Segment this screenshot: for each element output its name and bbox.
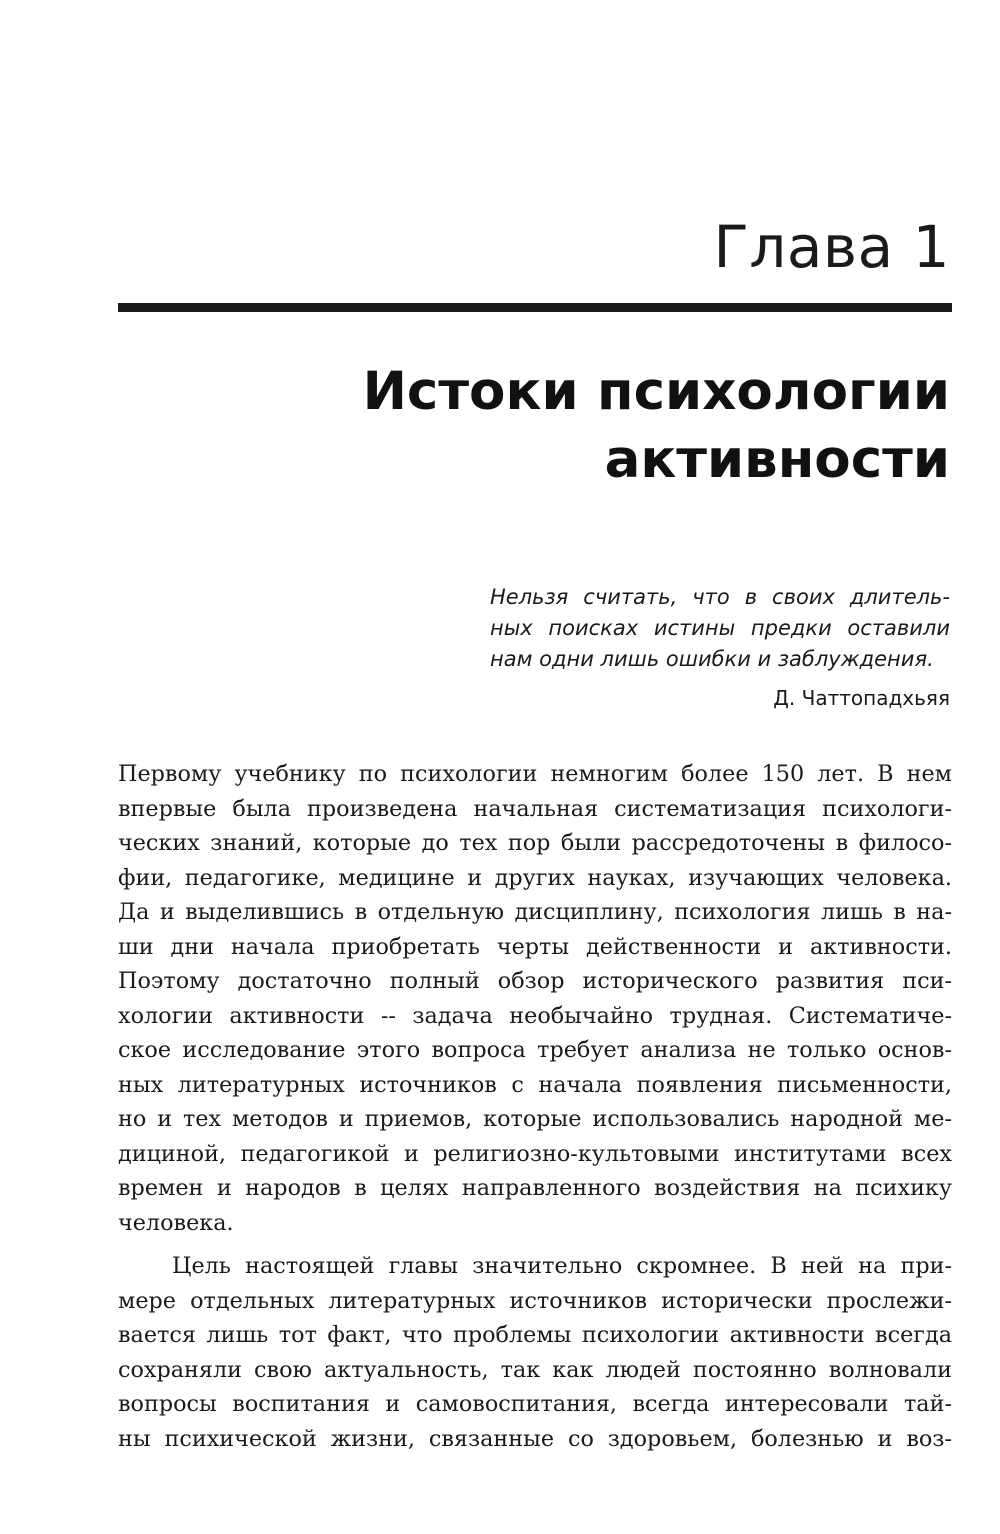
text-line: фии, педагогике, медицине и других науках, изучающих человека.	[118, 864, 952, 891]
text-line: Поэтому достаточно полный обзор исторического развития пси-	[118, 968, 952, 994]
epigraph-line: Нельзя считать, что в своих длитель-	[490, 585, 950, 609]
chapter-title-line: активности	[604, 429, 950, 490]
text-line: Цель настоящей главы значительно скромнее. В ней на при-	[172, 1253, 952, 1279]
text-line: хологии активности -- задача необычайно трудная. Систематиче-	[118, 1002, 952, 1029]
text-line: но и тех методов и приемов, которые использовались народной ме-	[118, 1106, 952, 1132]
epigraph-line: ных поисках истины предки оставили	[490, 616, 950, 640]
text-line: вается лишь тот факт, что проблемы психологии активности всегда	[118, 1322, 952, 1348]
text-line: Да и выделившись в отдельную дисциплину, психология лишь в на-	[118, 899, 952, 925]
text-line: дициной, педагогикой и религиозно-культовыми институтами всех	[118, 1140, 952, 1167]
text-line: впервые была произведена начальная систематизация психологи-	[118, 795, 952, 822]
text-line: ческих знаний, которые до тех пор были рассредоточены в филосо-	[118, 830, 952, 856]
text-line: человека.	[118, 1209, 234, 1236]
epigraph-author: Д. Чаттопадхьяя	[773, 686, 950, 710]
paragraph	[118, 1249, 952, 1456]
text-line: ны психической жизни, связанные со здоровьем, болезнью и воз-	[118, 1425, 952, 1452]
text-line: вопросы воспитания и самовоспитания, всегда интересовали тай-	[118, 1391, 952, 1417]
epigraph-line: нам одни лишь ошибки и заблуждения.	[490, 647, 934, 671]
text-line: ных литературных источников с начала появления письменности,	[118, 1071, 952, 1098]
text-line: мере отдельных литературных источников исторически прослежи-	[118, 1287, 952, 1314]
text-line: ское исследование этого вопроса требует анализа не только основ-	[118, 1037, 952, 1063]
text-line: времен и народов в целях направленного воздействия на психику	[118, 1175, 952, 1201]
chapter-divider	[118, 303, 952, 312]
paragraph	[118, 757, 952, 1240]
chapter-title-line: Истоки психологии	[362, 361, 950, 422]
text-line: ши дни начала приобретать черты действенности и активности.	[118, 933, 952, 960]
text-line: сохраняли свою актуальность, так как людей постоянно волновали	[118, 1356, 952, 1383]
text-line: Первому учебнику по психологии немногим более 150 лет. В нем	[118, 761, 952, 787]
chapter-number: Глава 1	[713, 213, 950, 281]
chapter-title	[250, 358, 950, 494]
body-text	[118, 757, 952, 1456]
epigraph-quote	[490, 582, 950, 675]
